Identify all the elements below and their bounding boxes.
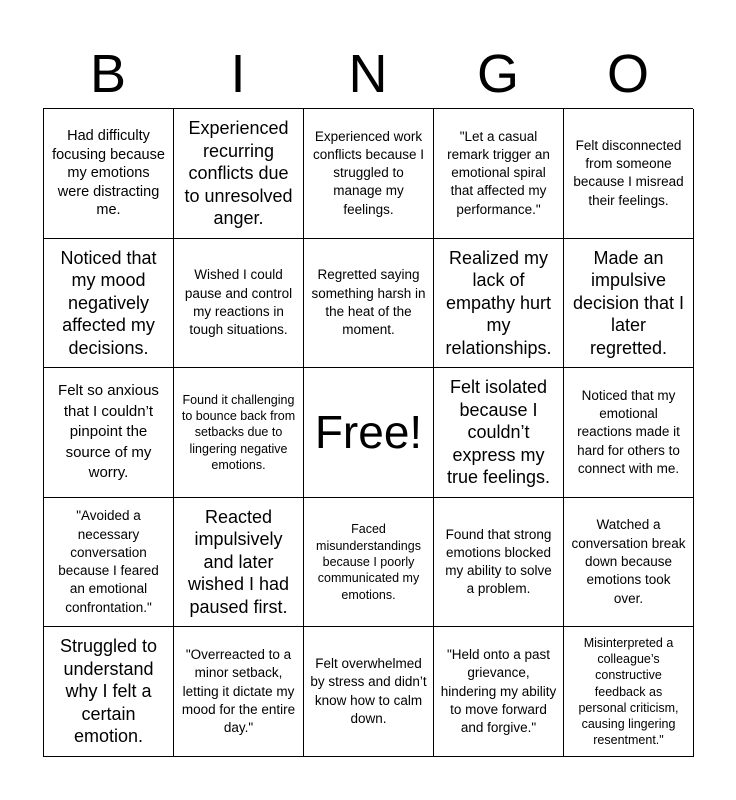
cell-text: Felt disconnected from someone because I misread their feelings. [573,137,684,208]
bingo-cell [434,627,564,757]
cell-text: Experienced work conflicts because I struggled to manage my feelings. [312,128,425,217]
bingo-cell [304,498,434,628]
bingo-cell [564,627,694,757]
bingo-cell [44,627,174,757]
cell-text: Faced misunderstandings because I poorly communicated my emotions. [316,522,421,602]
bingo-cell [304,239,434,369]
cell-text: Felt isolated because I couldn’t express my true feelings. [446,377,551,488]
cell-text: Struggled to understand why I felt a certain emotion. [59,636,158,747]
bingo-cell [434,498,564,628]
header-letter-n: N [348,44,388,104]
cell-text: Felt overwhelmed by stress and didn’t know how to calm down. [310,656,427,726]
header-letter-g: G [476,44,519,104]
bingo-cell [564,109,694,239]
cell-text: Had difficulty focusing because my emotions were distracting me. [52,128,165,219]
cell-text: Regretted saying something harsh in the heat of the moment. [311,267,426,338]
header-letter-i: I [230,44,246,104]
cell-text: Experienced recurring conflicts due to unresolved anger. [184,118,293,229]
cell-text: "Overreacted to a minor setback, letting it dictate my mood for the entire day." [181,646,296,736]
bingo-cell [174,368,304,498]
cell-text: Wished I could pause and control my reactions in tough situations. [184,267,293,338]
cell-text: Found that strong emotions blocked my ability to solve a problem. [445,526,552,597]
bingo-cell [174,627,304,757]
bingo-cell [44,498,174,628]
cell-text: "Avoided a necessary conversation because I feared an emotional confrontation." [58,508,159,615]
cell-text: "Let a casual remark trigger an emotional spiral that affected my performance." [447,128,550,217]
bingo-header [43,40,693,108]
cell-text: Reacted impulsively and later wished I had paused first. [187,506,290,617]
cell-text: Realized my lack of empathy hurt my relationships. [445,247,552,358]
free-space-label: Free! [314,406,423,459]
bingo-grid [43,108,693,757]
cell-text: Misinterpreted a colleague’s constructive feedback as personal criticism, causing lingering resentment." [578,635,679,748]
bingo-cell [434,239,564,369]
header-letter-o: O [606,44,649,104]
bingo-cell [44,109,174,239]
bingo-cell [564,239,694,369]
bingo-cell [304,109,434,239]
cell-text: "Held onto a past grievance, hindering my ability to move forward and forgive." [440,646,557,736]
bingo-cell [174,239,304,369]
cell-text: Noticed that my emotional reactions made it hard for others to connect with me. [577,387,680,476]
header-letter-b: B [89,44,127,104]
bingo-cell [174,498,304,628]
bingo-cell [44,368,174,498]
cell-text: Watched a conversation break down because emotions took over. [571,517,686,606]
bingo-cell [44,239,174,369]
bingo-cell [434,368,564,498]
bingo-cell [564,498,694,628]
bingo-cell [434,109,564,239]
bingo-cell [304,627,434,757]
cell-text: Found it challenging to bounce back from setbacks due to lingering negative emotions. [181,392,296,472]
cell-text: Felt so anxious that I couldn’t pinpoint the source of my worry. [58,382,159,482]
bingo-cell [174,109,304,239]
cell-text: Noticed that my mood negatively affected my decisions. [60,247,157,358]
free-space-cell [304,368,434,498]
bingo-cell [564,368,694,498]
cell-text: Made an impulsive decision that I later regretted. [572,247,685,358]
